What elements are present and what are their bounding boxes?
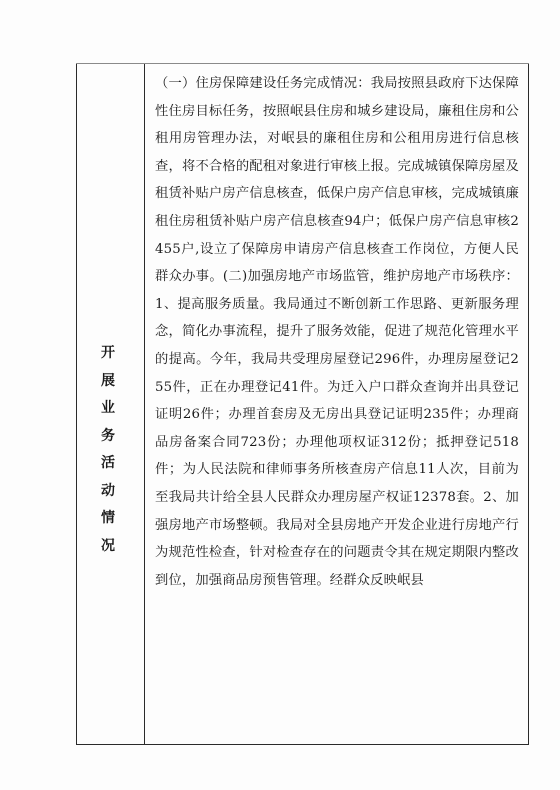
section-label: 开展业务活动情况: [101, 345, 115, 554]
form-table: [76, 64, 529, 745]
section-label-cell: [77, 64, 145, 744]
section-body-text: （一）住房保障建设任务完成情况：我局按照县政府下达保障性住房目标任务，按照岷县住房和城乡建设局，廉租住房和公租用房管理办法，对岷县的廉租住房和公租用房进行信息核查，将不合格的配租对象进行审核上报。完成城镇保障房屋及租赁补贴户房产信息核查，低保户房产信息审核，完成城镇廉租住房租赁补贴户房产信息核查94户；低保户房产信息审核2455户,设立了保障房申请房产信息核查工作岗位，方便人民群众办事。(二)加强房地产市场监管，维护房地产市场秩序：1、提高服务质量。我局通过不断创新工作思路、更新服务理念，简化办事流程，提升了服务效能，促进了规范化管理水平的提高。今年，我局共受理房屋登记296件，办理房屋登记255件，正在办理登记41件。为迁入户口群众查询并出具登记证明26件；办理首套房及无房出具登记证明235件；办理商品房备案合同723份；办理他项权证312份；抵押登记518件；为人民法院和律师事务所核查房产信息11人次，目前为至我局共计给全县人民群众办理房屋产权证12378套。2、加强房地产市场整顿。我局对全县房地产开发企业进行房地产行为规范性检查，针对检查存在的问题责令其在规定期限内整改到位，加强商品房预售管理。经群众反映岷县: [155, 76, 519, 588]
section-content-cell: [145, 64, 528, 744]
